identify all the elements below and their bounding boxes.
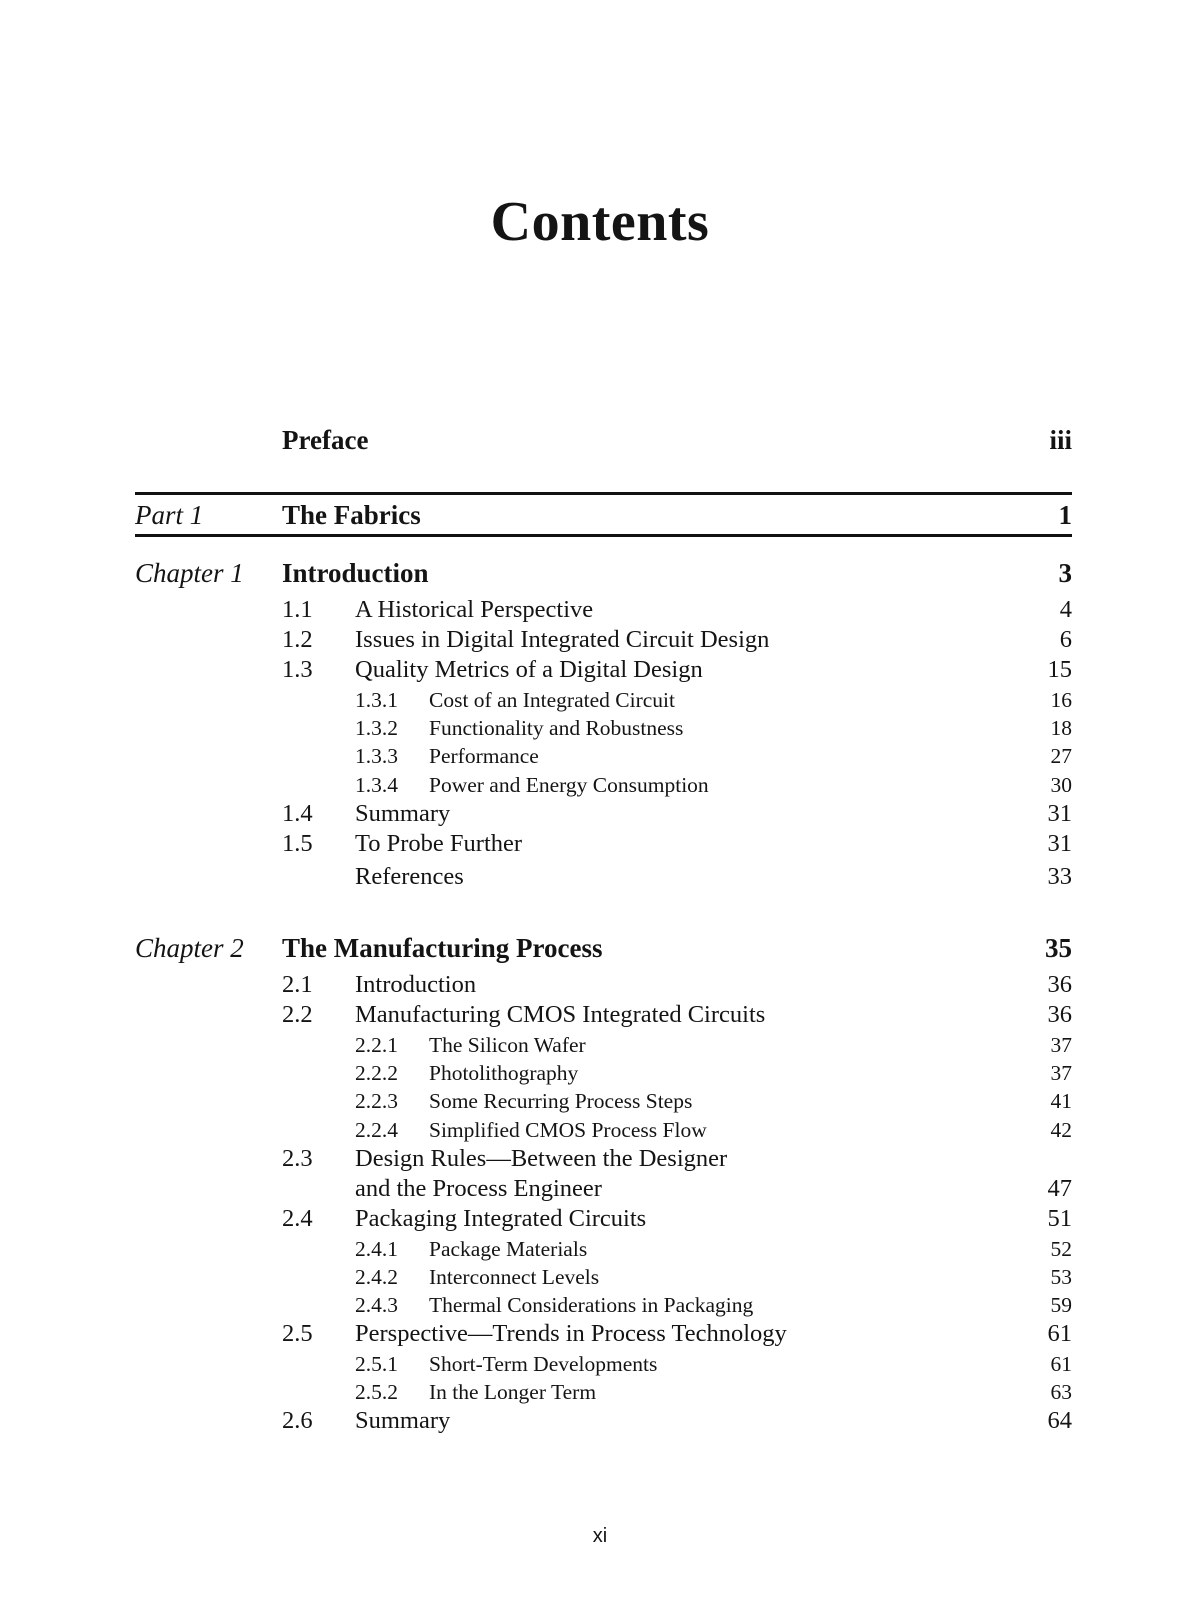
- section-title: Summary: [355, 800, 451, 827]
- toc-section-row: [0, 968, 1200, 1002]
- subsection-page: 16: [1050, 688, 1072, 712]
- section-title: Packaging Integrated Circuits: [355, 1205, 647, 1232]
- toc-section-row: [0, 1317, 1200, 1351]
- subsection-title: Performance: [429, 744, 539, 768]
- section-title: and the Process Engineer: [355, 1175, 602, 1202]
- section-number: 1.3: [282, 656, 313, 683]
- subsection-page: 42: [1050, 1118, 1072, 1142]
- section-page: 31: [1047, 800, 1072, 827]
- section-title: Quality Metrics of a Digital Design: [355, 656, 703, 683]
- subsection-page: 37: [1050, 1061, 1072, 1085]
- section-page: 64: [1047, 1407, 1072, 1434]
- subsection-number: 2.2.3: [355, 1089, 398, 1113]
- section-title: References: [355, 863, 464, 890]
- subsection-number: 2.2.2: [355, 1061, 398, 1085]
- subsection-title: Cost of an Integrated Circuit: [429, 688, 675, 712]
- section-number: 2.4: [282, 1205, 313, 1232]
- subsection-title: Power and Energy Consumption: [429, 773, 709, 797]
- toc-section-row: [0, 593, 1200, 627]
- subsection-page: 27: [1050, 744, 1072, 768]
- chapter-title: Introduction: [282, 558, 429, 588]
- section-page: 36: [1047, 1001, 1072, 1028]
- section-page: 36: [1047, 971, 1072, 998]
- toc-entry-title: Preface: [282, 425, 369, 455]
- toc-section-row: [0, 1142, 1200, 1176]
- chapter-title: The Manufacturing Process: [282, 933, 603, 963]
- part-page: 1: [1058, 500, 1072, 530]
- subsection-page: 53: [1050, 1265, 1072, 1289]
- section-title: Perspective—Trends in Process Technology: [355, 1320, 787, 1347]
- section-page: 31: [1047, 830, 1072, 857]
- subsection-number: 2.5.2: [355, 1380, 398, 1404]
- section-page: 51: [1047, 1205, 1072, 1232]
- toc-entry-page: iii: [1049, 425, 1072, 455]
- toc-chapter-row: [0, 556, 1200, 590]
- part-top-rule: [135, 492, 1072, 495]
- section-page: 15: [1047, 656, 1072, 683]
- toc-section-row: [0, 653, 1200, 687]
- section-number: 1.2: [282, 626, 313, 653]
- chapter-page: 35: [1045, 933, 1072, 963]
- subsection-number: 1.3.2: [355, 716, 398, 740]
- section-title: Introduction: [355, 971, 477, 998]
- part-label: Part 1: [135, 500, 204, 530]
- subsection-title: Some Recurring Process Steps: [429, 1089, 693, 1113]
- subsection-number: 2.5.1: [355, 1352, 398, 1376]
- subsection-title: Short-Term Developments: [429, 1352, 658, 1376]
- subsection-title: In the Longer Term: [429, 1380, 597, 1404]
- subsection-page: 41: [1050, 1089, 1072, 1113]
- toc-section-continuation-row: [0, 1172, 1200, 1206]
- toc-part-row: [0, 498, 1200, 532]
- section-title: A Historical Perspective: [355, 596, 594, 623]
- toc-section-row: [0, 860, 1200, 894]
- section-title: To Probe Further: [355, 830, 523, 857]
- section-page: 47: [1047, 1175, 1072, 1202]
- section-number: 2.5: [282, 1320, 313, 1347]
- subsection-title: Thermal Considerations in Packaging: [429, 1293, 754, 1317]
- subsection-number: 2.4.2: [355, 1265, 398, 1289]
- footer-page-number: xi: [592, 1525, 608, 1547]
- section-page: 33: [1047, 863, 1072, 890]
- page-title: Contents: [490, 191, 710, 253]
- subsection-title: Interconnect Levels: [429, 1265, 600, 1289]
- toc-section-row: [0, 998, 1200, 1032]
- toc-preface-row: [0, 423, 1200, 457]
- section-title: Manufacturing CMOS Integrated Circuits: [355, 1001, 766, 1028]
- subsection-page: 61: [1050, 1352, 1072, 1376]
- subsection-page: 30: [1050, 773, 1072, 797]
- toc-section-row: [0, 797, 1200, 831]
- subsection-number: 2.4.1: [355, 1237, 398, 1261]
- subsection-number: 2.2.1: [355, 1033, 398, 1057]
- subsection-number: 2.2.4: [355, 1118, 398, 1142]
- section-number: 2.3: [282, 1145, 313, 1172]
- toc-section-row: [0, 623, 1200, 657]
- toc-section-row: [0, 1404, 1200, 1438]
- subsection-page: 63: [1050, 1380, 1072, 1404]
- subsection-title: Simplified CMOS Process Flow: [429, 1118, 707, 1142]
- part-bottom-rule: [135, 534, 1072, 537]
- subsection-title: Functionality and Robustness: [429, 716, 684, 740]
- subsection-page: 59: [1050, 1293, 1072, 1317]
- subsection-number: 2.4.3: [355, 1293, 398, 1317]
- section-page: 61: [1047, 1320, 1072, 1347]
- subsection-page: 52: [1050, 1237, 1072, 1261]
- toc-chapter-row: [0, 931, 1200, 965]
- part-title: The Fabrics: [282, 500, 421, 530]
- section-title: Design Rules—Between the Designer: [355, 1145, 728, 1172]
- section-title: Issues in Digital Integrated Circuit Design: [355, 626, 770, 653]
- subsection-title: Package Materials: [429, 1237, 588, 1261]
- section-number: 1.1: [282, 596, 313, 623]
- chapter-label: Chapter 1: [135, 558, 244, 588]
- section-page: 6: [1059, 626, 1072, 653]
- section-page: 4: [1059, 596, 1072, 623]
- section-number: 1.4: [282, 800, 313, 827]
- chapter-page: 3: [1058, 558, 1072, 588]
- section-number: 2.6: [282, 1407, 313, 1434]
- toc-section-row: [0, 827, 1200, 861]
- chapter-label: Chapter 2: [135, 933, 244, 963]
- section-number: 2.1: [282, 971, 313, 998]
- subsection-number: 1.3.4: [355, 773, 398, 797]
- section-number: 1.5: [282, 830, 313, 857]
- subsection-number: 1.3.3: [355, 744, 398, 768]
- subsection-title: The Silicon Wafer: [429, 1033, 586, 1057]
- subsection-page: 37: [1050, 1033, 1072, 1057]
- subsection-page: 18: [1050, 716, 1072, 740]
- toc-section-row: [0, 1202, 1200, 1236]
- section-title: Summary: [355, 1407, 451, 1434]
- subsection-number: 1.3.1: [355, 688, 398, 712]
- subsection-title: Photolithography: [429, 1061, 579, 1085]
- section-number: 2.2: [282, 1001, 313, 1028]
